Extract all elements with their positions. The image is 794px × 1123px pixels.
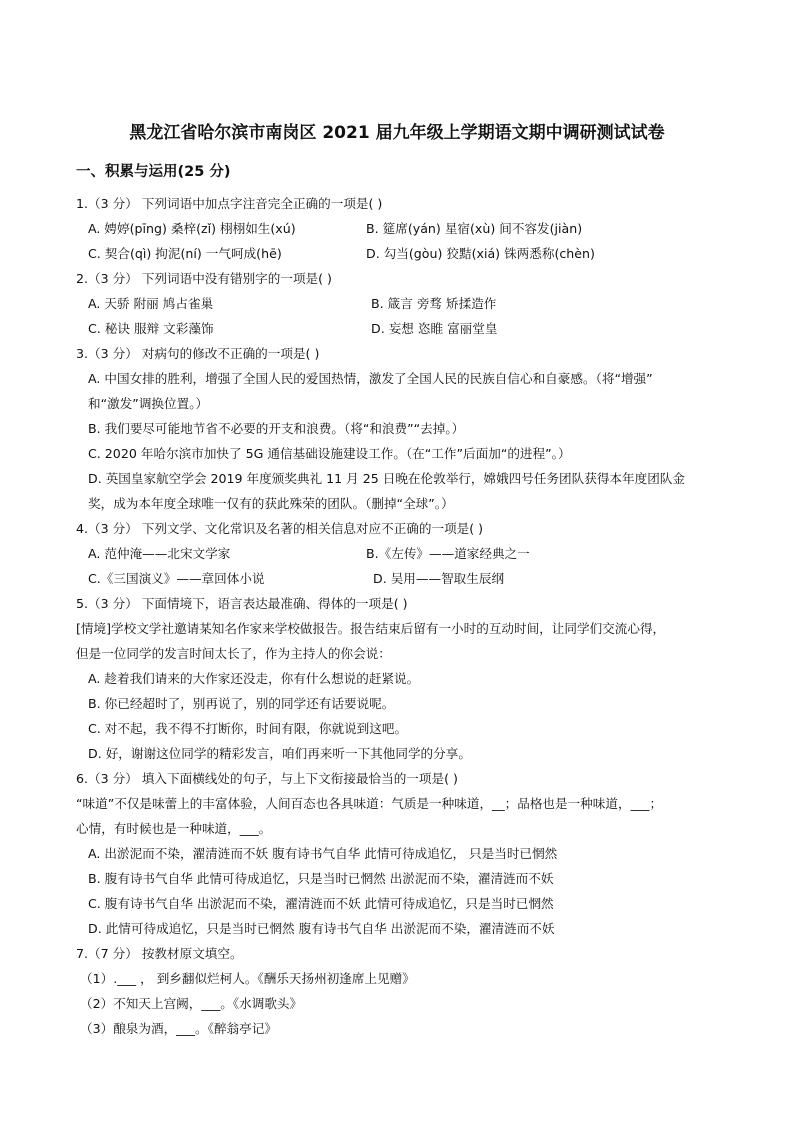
q6-option-b: B. 腹有诗书气自华 此情可待成追忆，只是当时已惘然 出淤泥而不染，濯清涟而不妖	[88, 871, 554, 886]
q4-stem: 4.（3 分） 下列文学、文化常识及名著的相关信息对应不正确的一项是( )	[76, 521, 484, 536]
q3-option-c: C. 2020 年哈尔滨市加快了 5G 通信基础设施建设工作。（在“工作”后面加“的进程”。）	[88, 446, 571, 461]
q6-context-line1: “味道”不仅是味蕾上的丰富体验，人间百态也各具味道：气质是一种味道，__；品格也是一种味道，___；	[76, 796, 663, 811]
q5-option-a: A. 趁着我们请来的大作家还没走，你有什么想说的赶紧说。	[88, 671, 420, 686]
q4-option-b: B.《左传》——道家经典之一	[366, 546, 530, 561]
q2-option-b: B. 箴言 旁骛 矫揉造作	[371, 296, 497, 311]
q7-item-2: （2）不知天上宫阙，___。《水调歌头》	[80, 996, 303, 1011]
q1-option-c: C. 契合(qì) 拘泥(ní) 一气呵成(hē)	[88, 246, 282, 261]
q3-stem: 3.（3 分） 对病句的修改不正确的一项是( )	[76, 346, 320, 361]
q3-option-a-line1: A. 中国女排的胜利，增强了全国人民的爱国热情，激发了全国人民的民族自信心和自豪感。（将“增强”	[88, 371, 653, 386]
q6-option-c: C. 腹有诗书气自华 出淤泥而不染，濯清涟而不妖 此情可待成追忆，只是当时已惘然	[88, 896, 554, 911]
q3-option-d-line1: D. 英国皇家航空学会 2019 年度颁奖典礼 11 月 25 日晚在伦敦举行，嫦娥四号任务团队获得本年度团队金	[88, 471, 685, 486]
q5-context-line1: [情境]学校文学社邀请某知名作家来学校做报告。报告结束后留有一小时的互动时间，让同学们交流心得，	[76, 621, 666, 636]
q7-item-3: （3）酿泉为酒，___。《醉翁亭记》	[80, 1021, 277, 1036]
q1-option-d: D. 勾当(gòu) 狡黠(xiá) 铢两悉称(chèn)	[366, 246, 595, 261]
q3-option-d-line2: 奖，成为本年度全球唯一仅有的获此殊荣的团队。（删掉“全球”。）	[88, 496, 454, 511]
section-heading: 一、积累与运用(25 分)	[76, 164, 231, 180]
q5-stem: 5.（3 分） 下面情境下，语言表达最准确、得体的一项是( )	[76, 596, 408, 611]
q2-option-c: C. 秘诀 服辩 文彩藻饰	[88, 321, 214, 336]
q5-option-d: D. 好，谢谢这位同学的精彩发言，咱们再来听一下其他同学的分享。	[88, 746, 471, 761]
q1-stem: 1.（3 分） 下列词语中加点字注音完全正确的一项是( )	[76, 196, 383, 211]
q4-option-a: A. 范仲淹——北宋文学家	[88, 546, 231, 561]
q5-option-c: C. 对不起，我不得不打断你，时间有限，你就说到这吧。	[88, 721, 408, 736]
q2-option-a: A. 天骄 附丽 鸠占雀巢	[88, 296, 214, 311]
q1-option-a: A. 娉婷(pīng) 桑梓(zǐ) 栩栩如生(xú)	[88, 221, 296, 236]
q6-option-d: D. 此情可待成追忆，只是当时已惘然 腹有诗书气自华 出淤泥而不染，濯清涟而不妖	[88, 921, 555, 936]
q3-option-b: B. 我们要尽可能地节省不必要的开支和浪费。（将“和浪费”“去掉。）	[88, 421, 465, 436]
page-title: 黑龙江省哈尔滨市南岗区 2021 届九年级上学期语文期中调研测试试卷	[129, 123, 665, 143]
q2-option-d: D. 妄想 恣睢 富丽堂皇	[371, 321, 498, 336]
q5-option-b: B. 你已经超时了，别再说了，别的同学还有话要说呢。	[88, 696, 395, 711]
q4-option-c: C.《三国演义》——章回体小说	[88, 571, 265, 586]
q6-context-line2: 心情，有时候也是一种味道，___。	[76, 821, 272, 836]
q3-option-a-line2: 和“激发”调换位置。）	[88, 396, 209, 411]
q6-option-a: A. 出淤泥而不染，濯清涟而不妖 腹有诗书气自华 此情可待成追忆， 只是当时已惘然	[88, 846, 558, 861]
q7-stem: 7.（7 分） 按教材原文填空。	[76, 946, 243, 961]
q7-item-1: （1）.___ ， 到乡翻似烂柯人。《酬乐天扬州初逢席上见赠》	[80, 971, 415, 986]
q1-option-b: B. 筵席(yán) 星宿(xù) 间不容发(jiàn)	[366, 221, 583, 236]
q6-stem: 6.（3 分） 填入下面横线处的句子，与上下文衔接最恰当的一项是( )	[76, 771, 458, 786]
q2-stem: 2.（3 分） 下列词语中没有错别字的一项是( )	[76, 271, 332, 286]
q5-context-line2: 但是一位同学的发言时间太长了，作为主持人的你会说：	[76, 646, 391, 661]
q4-option-d: D. 吴用——智取生辰纲	[373, 571, 505, 586]
